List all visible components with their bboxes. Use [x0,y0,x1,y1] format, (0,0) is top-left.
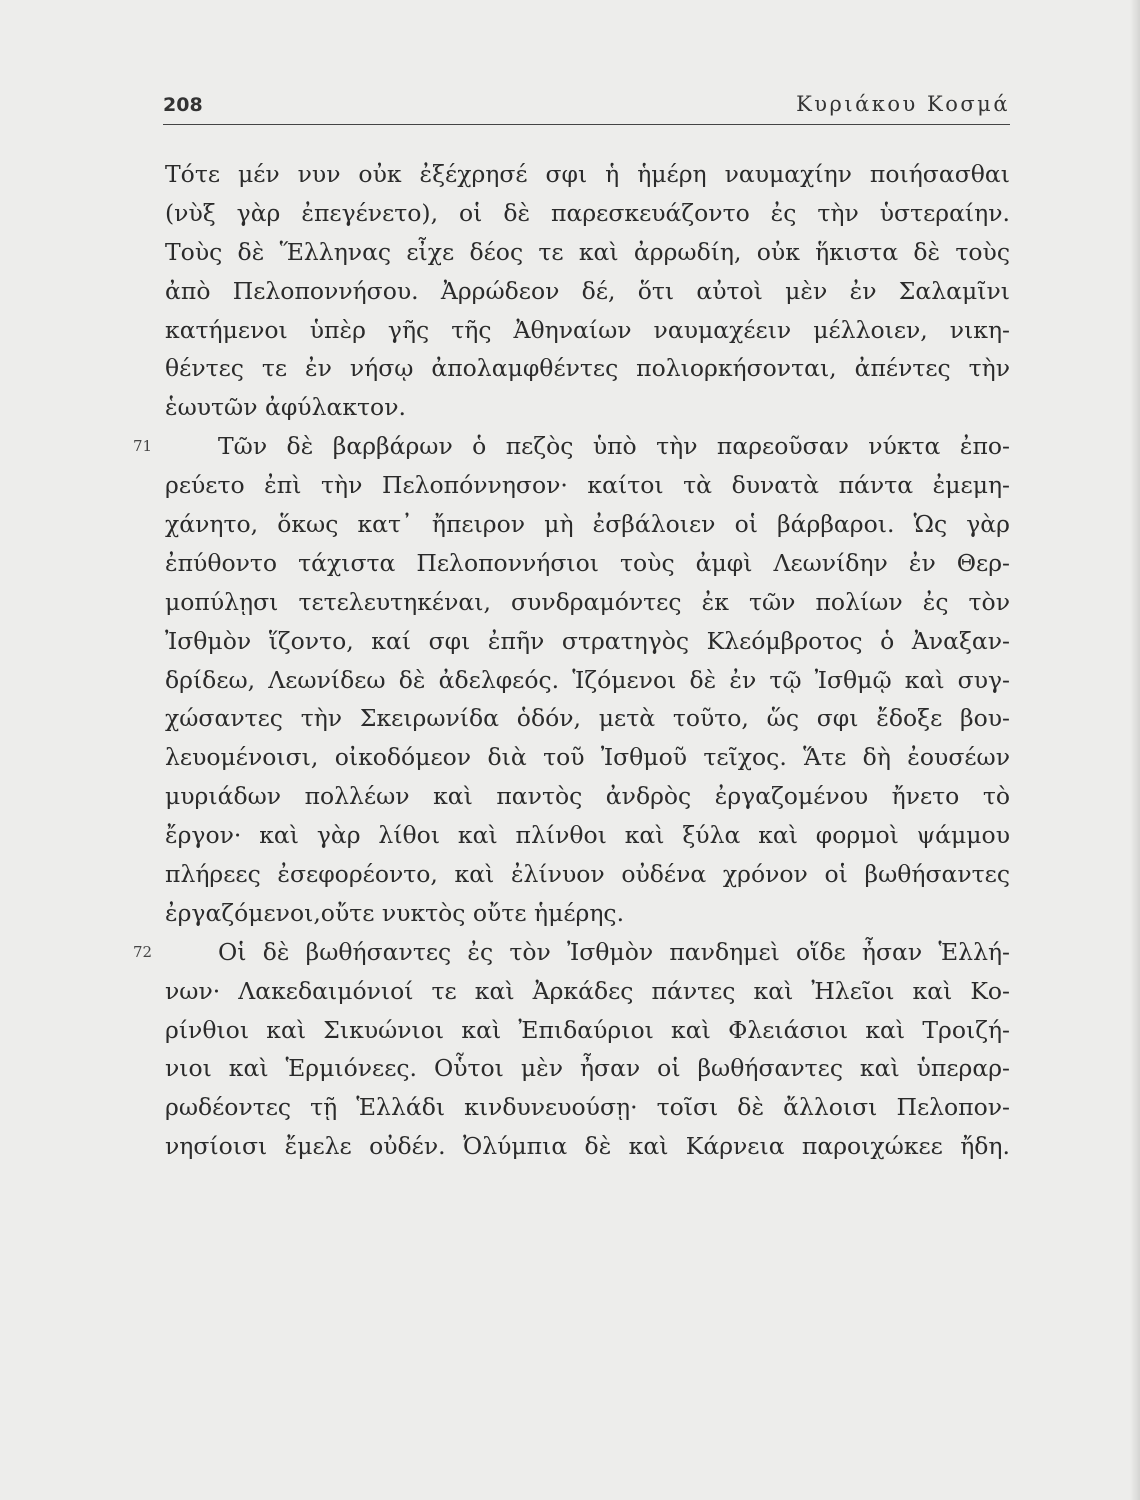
line-text: Οἱ δὲ βωθήσαντες ἐς τὸν Ἰσθμὸν πανδημεὶ οἵδε ἦσαν Ἑλλή- [218,937,1010,966]
body-text [133,155,1010,1166]
page-edge-shadow [1130,0,1140,1500]
text-line [165,777,1010,816]
text-line [165,738,1010,777]
text-line [133,933,1010,972]
text-line [165,1088,1010,1127]
text-line [165,583,1010,622]
text-line [165,622,1010,661]
line-text: Τοὺς δὲ Ἕλληνας εἶχε δέος τε καὶ ἀρρωδίη, οὐκ ἥκιστα δὲ τοὺς [165,237,1010,266]
text-line [165,388,1010,427]
text-line [165,972,1010,1011]
text-line [165,1127,1010,1166]
line-text: ἀπὸ Πελοποννήσου. Ἀρρώδεον δέ, ὅτι αὐτοὶ μὲν ἐν Σαλαμῖνι [165,276,1010,305]
line-text: ἐπύθοντο τάχιστα Πελοποννήσιοι τοὺς ἀμφὶ Λεωνίδην ἐν Θερ- [165,548,1010,577]
line-text: νησίοισι ἔμελε οὐδέν. Ὀλύμπια δὲ καὶ Κάρνεια παροιχώκεε ἤδη. [165,1132,1010,1161]
text-line [165,699,1010,738]
line-text: νων· Λακεδαιμόνιοί τε καὶ Ἀρκάδες πάντες καὶ Ἠλεῖοι καὶ Κο- [165,976,1010,1005]
line-text: ρίνθιοι καὶ Σικυώνιοι καὶ Ἐπιδαύριοι καὶ Φλειάσιοι καὶ Τροιζή- [165,1015,1010,1044]
line-text: Τῶν δὲ βαρβάρων ὁ πεζὸς ὑπὸ τὴν παρεοῦσαν νύκτα ἐπο- [218,432,1010,461]
line-text: πλήρεες ἐσεφορέοντο, καὶ ἐλίνυον οὐδένα χρόνον οἱ βωθήσαντες [165,860,1010,889]
line-text: κατήμενοι ὑπὲρ γῆς τῆς Ἀθηναίων ναυμαχέειν μέλλοιεν, νικη- [165,315,1010,344]
text-line [165,544,1010,583]
line-text: χώσαντες τὴν Σκειρωνίδα ὁδόν, μετὰ τοῦτο, ὥς σφι ἔδοξε βου- [165,704,1010,733]
line-text: ρεύετο ἐπὶ τὴν Πελοπόννησον· καίτοι τὰ δυνατὰ πάντα ἐμεμη- [165,471,1010,500]
text-line [165,311,1010,350]
text-line [165,816,1010,855]
line-text: Ἰσθμὸν ἵζοντο, καί σφι ἐπῆν στρατηγὸς Κλεόμβροτος ὁ Ἀναξαν- [165,626,1010,655]
text-line [165,1049,1010,1088]
text-line [165,466,1010,505]
line-text: ἑωυτῶν ἀφύλακτον. [165,393,406,422]
line-text: δρίδεω, Λεωνίδεω δὲ ἀδελφεός. Ἱζόμενοι δὲ ἐν τῷ Ἰσθμῷ καὶ συγ- [165,665,1010,694]
text-line [165,194,1010,233]
line-text: ἐργαζόμενοι,οὔτε νυκτὸς οὔτε ἡμέρης. [165,898,625,927]
line-text: Τότε μέν νυν οὐκ ἐξέχρησέ σφι ἡ ἡμέρη ναυμαχίην ποιήσασθαι [165,160,1010,188]
text-line [133,427,1010,466]
line-text: χάνητο, ὅκως κατ᾽ ἤπειρον μὴ ἐσβάλοιεν οἱ βάρβαροι. Ὡς γὰρ [165,510,1010,539]
section-number: 72 [133,942,153,961]
text-line [165,894,1010,933]
running-header [163,90,1010,125]
section-number: 71 [133,437,153,456]
running-title: Κυριάκου Κοσμά [796,92,1010,116]
text-line [165,505,1010,544]
page-number: 208 [163,94,203,116]
line-text: νιοι καὶ Ἑρμιόνεες. Οὗτοι μὲν ἦσαν οἱ βωθήσαντες καὶ ὑπεραρ- [165,1054,1010,1083]
text-line [165,272,1010,311]
text-line [165,661,1010,700]
text-line [165,155,1010,194]
text-line [165,855,1010,894]
line-text: (νὺξ γὰρ ἐπεγένετο), οἱ δὲ παρεσκευάζοντο ἐς τὴν ὑστεραίην. [165,198,1010,227]
line-text: μοπύλῃσι τετελευτηκέναι, συνδραμόντες ἐκ τῶν πολίων ἐς τὸν [165,587,1010,616]
text-line [165,233,1010,272]
text-line [165,1011,1010,1050]
line-text: ρωδέοντες τῇ Ἑλλάδι κινδυνευούσῃ· τοῖσι δὲ ἄλλοισι Πελοπον- [165,1093,1010,1122]
line-text: λευομένοισι, οἰκοδόμεον διὰ τοῦ Ἰσθμοῦ τεῖχος. Ἅτε δὴ ἐουσέων [165,743,1010,772]
line-text: ἔργον· καὶ γὰρ λίθοι καὶ πλίνθοι καὶ ξύλα καὶ φορμοὶ ψάμμου [165,821,1010,850]
line-text: θέντες τε ἐν νήσῳ ἀπολαμφθέντες πολιορκήσονται, ἀπέντες τὴν [165,354,1010,383]
text-line [165,349,1010,388]
line-text: μυριάδων πολλέων καὶ παντὸς ἀνδρὸς ἐργαζομένου ἤνετο τὸ [165,782,1010,811]
